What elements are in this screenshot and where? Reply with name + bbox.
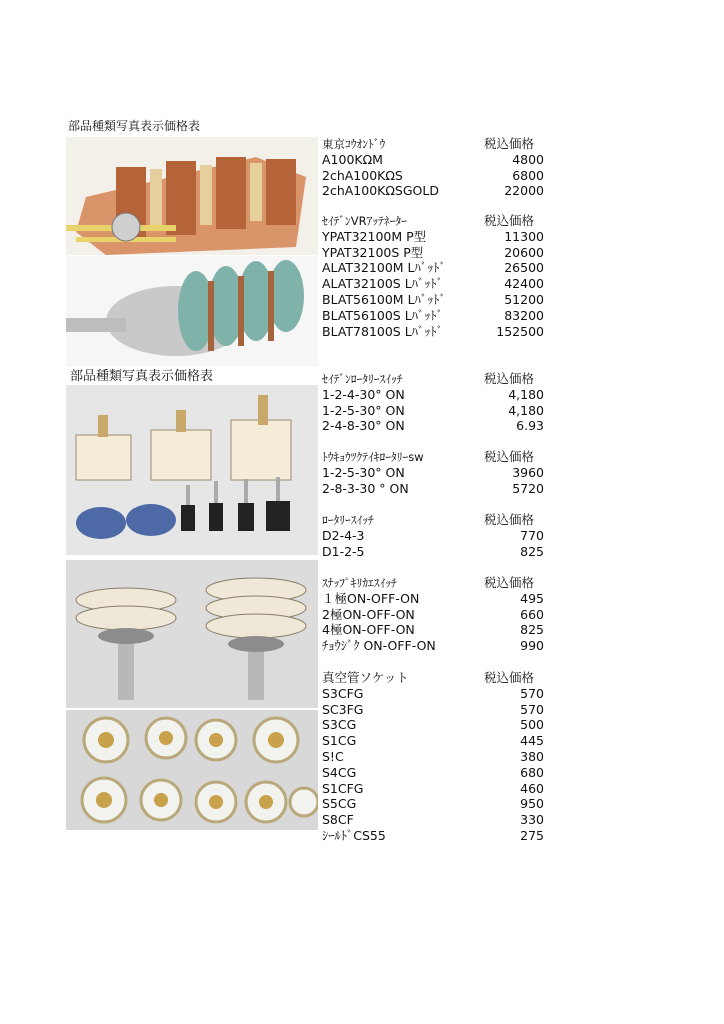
item-name: ｼｰﾙﾄﾞCS55 [322, 827, 386, 843]
item-name: YPAT32100S P型 [322, 244, 424, 260]
section-header: 東京ｺｳｵﾝﾄﾞｳ [322, 137, 386, 151]
item-name: S!C [322, 748, 344, 764]
item-price: 275 [520, 827, 544, 843]
price-row [322, 796, 544, 812]
item-price: 570 [520, 701, 544, 717]
snap-switch-photo [66, 560, 318, 708]
item-name: １極ON-OFF-ON [322, 590, 420, 606]
price-header: 税込価格 [484, 449, 535, 464]
item-name: S3CFG [322, 685, 364, 701]
section-snap-switch [322, 575, 544, 654]
item-price: 83200 [504, 307, 544, 323]
rotary-switch-photo [66, 385, 318, 555]
section-header: ｾｲﾃﾞﾝVRｱｯﾃﾈｰﾀｰ [322, 214, 407, 228]
item-price: 22000 [504, 183, 544, 199]
section-header: ｾｲﾃﾞﾝﾛｰﾀﾘｰｽｲｯﾁ [322, 372, 403, 386]
item-price: 4,180 [508, 402, 544, 418]
section-header: 真空管ソケット [322, 670, 409, 685]
price-row [322, 229, 544, 245]
item-price: 380 [520, 748, 544, 764]
item-name: S1CFG [322, 780, 364, 796]
section-rotary-switch [322, 512, 544, 559]
item-price: 6.93 [516, 418, 544, 434]
item-name: 1-2-5-30° ON [322, 464, 405, 480]
section-header-row [322, 670, 544, 686]
price-row [322, 544, 544, 560]
price-row [322, 717, 544, 733]
item-name: ALAT32100M Lﾊﾞｯﾄﾞ [322, 260, 446, 276]
price-row [322, 152, 544, 168]
item-name: BLAT56100M Lﾊﾞｯﾄﾞ [322, 291, 446, 307]
price-row [322, 403, 544, 419]
item-name: ﾁｮｳｼﾞｸ ON-OFF-ON [322, 638, 436, 654]
item-name: SC3FG [322, 701, 364, 717]
item-price: 500 [520, 717, 544, 733]
item-name: 4極ON-OFF-ON [322, 622, 415, 638]
item-price: 11300 [504, 228, 544, 244]
price-row [322, 292, 544, 308]
price-row [322, 749, 544, 765]
price-row [322, 245, 544, 261]
price-row [322, 183, 544, 199]
price-row [322, 828, 544, 844]
section-header: ﾄｳｷｮｳﾂｸﾃｲｷﾛｰﾀﾘｰsw [322, 450, 424, 464]
section-header-row [322, 371, 544, 387]
price-row [322, 765, 544, 781]
item-price: 20600 [504, 244, 544, 260]
section-tokyo-koondo [322, 136, 544, 199]
item-name: S5CG [322, 796, 357, 812]
section-tube-socket [322, 670, 544, 844]
item-price: 3960 [512, 464, 544, 480]
item-price: 6800 [512, 167, 544, 183]
price-row [322, 260, 544, 276]
item-price: 460 [520, 780, 544, 796]
item-price: 51200 [504, 291, 544, 307]
item-name: 2-4-8-30° ON [322, 418, 405, 434]
section-header: ﾛｰﾀﾘｰｽｲｯﾁ [322, 513, 374, 527]
item-name: A100KΩM [322, 151, 383, 167]
item-name: 2chA100KΩSGOLD [322, 183, 439, 199]
price-header: 税込価格 [484, 512, 535, 527]
item-price: 42400 [504, 276, 544, 292]
section-tokyo-tsukutei-rotary [322, 449, 544, 496]
item-price: 660 [520, 606, 544, 622]
price-row [322, 308, 544, 324]
item-name: BLAT56100S Lﾊﾞｯﾄﾞ [322, 307, 443, 323]
item-name: BLAT78100S Lﾊﾞｯﾄﾞ [322, 323, 443, 339]
item-price: 330 [520, 812, 544, 828]
item-price: 445 [520, 733, 544, 749]
price-row [322, 276, 544, 292]
price-row [322, 607, 544, 623]
item-price: 680 [520, 764, 544, 780]
section-seiden-rotary [322, 371, 544, 434]
price-header: 税込価格 [484, 213, 535, 228]
price-row [322, 781, 544, 797]
item-price: 825 [520, 543, 544, 559]
price-list-title-middle: 部品種類写真表示価格表 [70, 369, 214, 384]
price-row [322, 387, 544, 403]
item-name: 1-2-5-30° ON [322, 402, 405, 418]
item-price: 152500 [496, 323, 544, 339]
price-row [322, 591, 544, 607]
item-name: 2極ON-OFF-ON [322, 606, 415, 622]
section-header: ｽﾅｯﾌﾟｷﾘｶｴｽｲｯﾁ [322, 576, 397, 590]
price-row [322, 465, 544, 481]
item-name: S1CG [322, 733, 357, 749]
section-header-row [322, 512, 544, 528]
price-header: 税込価格 [484, 371, 535, 386]
item-price: 495 [520, 590, 544, 606]
item-price: 950 [520, 796, 544, 812]
item-name: S3CG [322, 717, 357, 733]
section-seiden-attenuator [322, 213, 544, 339]
item-price: 825 [520, 622, 544, 638]
item-name: S4CG [322, 764, 357, 780]
price-row [322, 418, 544, 434]
item-name: D2-4-3 [322, 527, 365, 543]
item-name: ALAT32100S Lﾊﾞｯﾄﾞ [322, 276, 443, 292]
price-row [322, 622, 544, 638]
item-price: 4800 [512, 151, 544, 167]
item-name: D1-2-5 [322, 543, 365, 559]
price-row [322, 528, 544, 544]
price-row [322, 812, 544, 828]
section-header-row [322, 449, 544, 465]
price-list-title-top: 部品種類写真表示価格表 [68, 119, 201, 133]
price-header: 税込価格 [484, 575, 535, 590]
item-name: YPAT32100M P型 [322, 228, 427, 244]
item-price: 5720 [512, 480, 544, 496]
section-header-row [322, 575, 544, 591]
item-price: 990 [520, 638, 544, 654]
item-price: 26500 [504, 260, 544, 276]
price-row [322, 686, 544, 702]
item-price: 570 [520, 685, 544, 701]
item-price: 770 [520, 527, 544, 543]
price-header: 税込価格 [484, 670, 535, 685]
price-row [322, 324, 544, 340]
attenuator-photo-blue [66, 256, 318, 366]
attenuator-photo-copper [66, 137, 318, 255]
item-price: 4,180 [508, 386, 544, 402]
section-header-row [322, 136, 544, 152]
item-name: S8CF [322, 812, 354, 828]
price-row [322, 733, 544, 749]
price-row [322, 168, 544, 184]
item-name: 1-2-4-30° ON [322, 386, 405, 402]
price-row [322, 481, 544, 497]
price-row [322, 638, 544, 654]
item-name: 2chA100KΩS [322, 167, 403, 183]
price-row [322, 702, 544, 718]
item-name: 2-8-3-30 ° ON [322, 480, 409, 496]
price-header: 税込価格 [484, 136, 535, 151]
tube-socket-photo [66, 710, 318, 830]
section-header-row [322, 213, 544, 229]
